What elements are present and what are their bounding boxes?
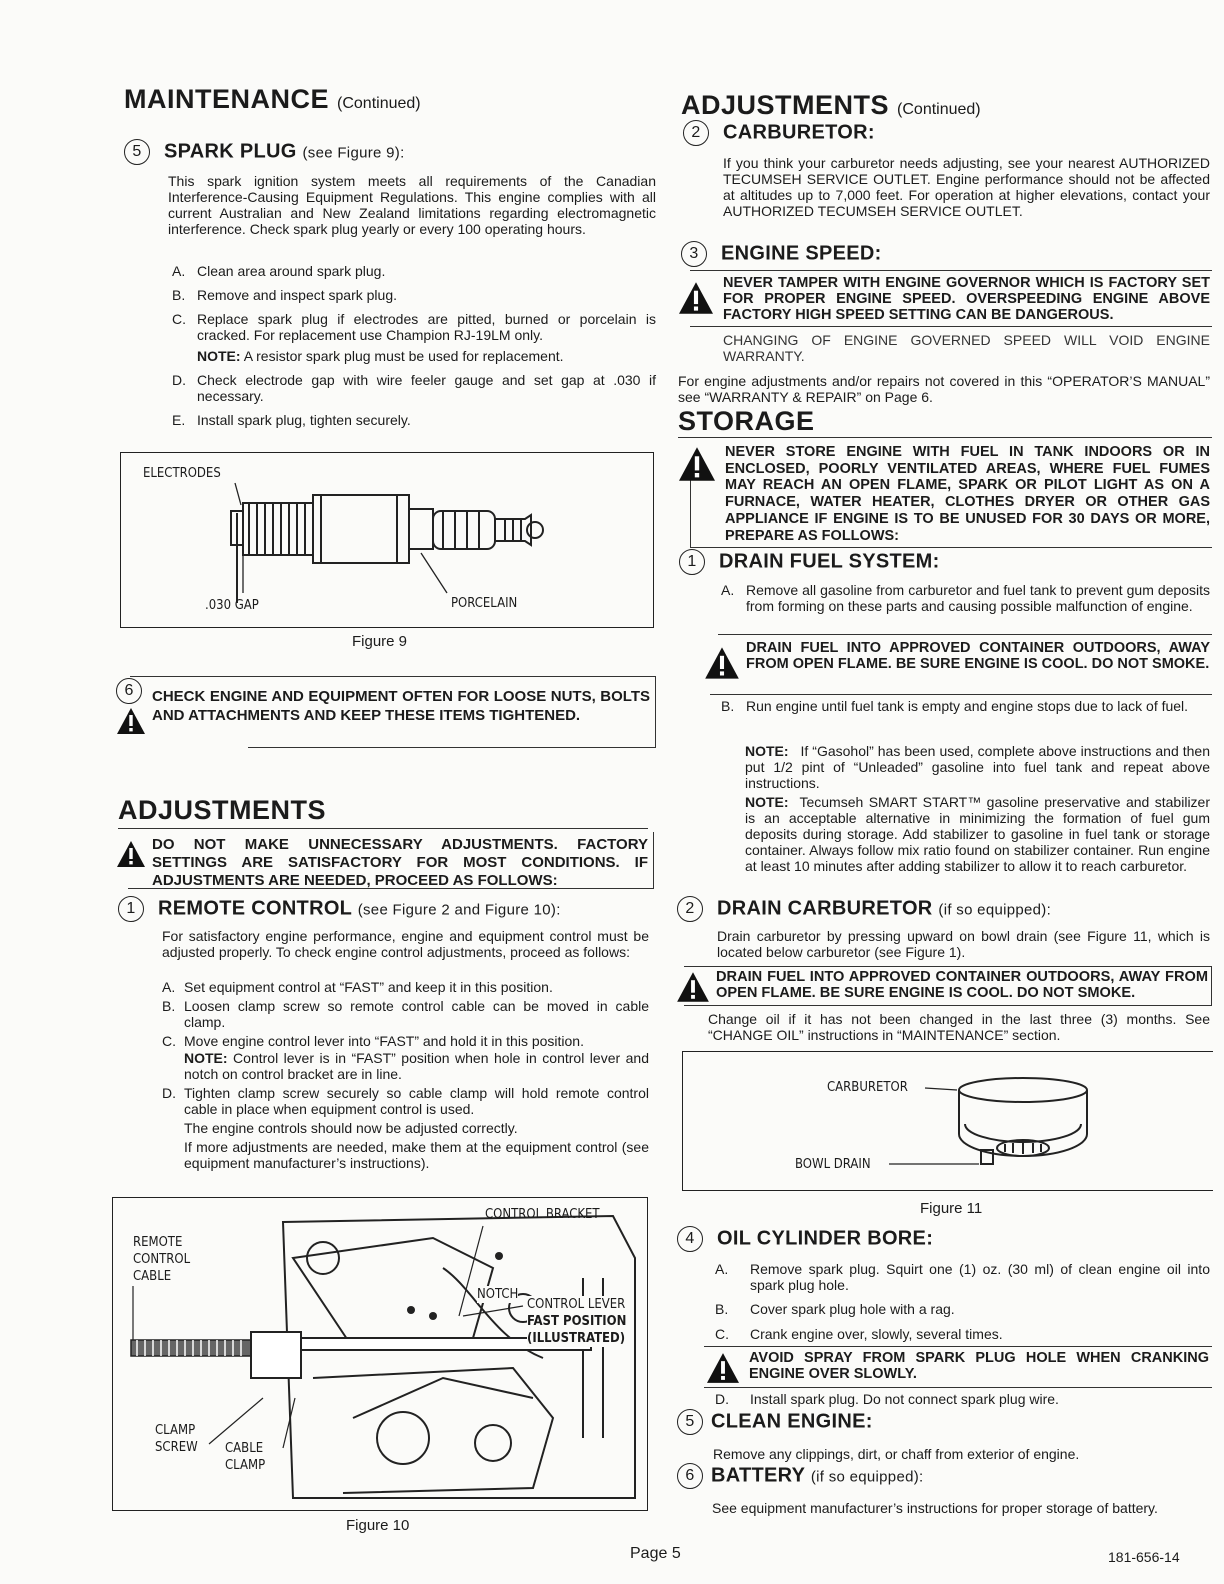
step-number: 5 [677,1409,703,1435]
continued-label: (Continued) [337,95,421,112]
step-number: 6 [116,678,156,704]
warning-triangle-icon [677,281,715,315]
warning-border [130,676,656,677]
drain-fuel-step-a [721,582,1210,614]
step-number: 3 [681,241,707,267]
step-number: 1 [118,896,144,922]
maintenance-title: MAINTENANCE (Continued) [124,84,421,114]
remote-control-heading: 1 REMOTE CONTROL (see Figure 2 and Figure 10): [118,896,561,922]
warning-triangle-icon [704,646,740,680]
spark-plug-heading: 5 SPARK PLUG (see Figure 9): [124,139,405,165]
warning-border [684,966,1212,967]
page-number: Page 5 [630,1545,681,1562]
drain-carburetor-text: Drain carburetor by pressing upward on bowl drain (see Figure 11, which is located below carburetor (see Figure 1). [717,928,1210,960]
section-rule [678,437,1212,438]
list-item: B. Loosen clamp screw so remote control cable can be moved in cable clamp. [162,998,649,1030]
crank-spray-warning: AVOID SPRAY FROM SPARK PLUG HOLE WHEN CRANKING ENGINE OVER SLOWLY. [749,1350,1209,1382]
control-lever-label: CONTROL LEVER FAST POSITION (ILLUSTRATED) [527,1297,627,1346]
notch-label: NOTCH [477,1287,519,1302]
remote-control-steps [162,979,649,1171]
cable-clamp-label: CABLE CLAMP [225,1441,266,1473]
drain-carburetor-warning: DRAIN FUEL INTO APPROVED CONTAINER OUTDOORS, AWAY FROM OPEN FLAME. BE SURE ENGINE IS COOL. DO NOT SMOKE. [716,969,1208,1001]
remote-control-illustration [113,1198,647,1510]
warning-triangle-icon [676,971,710,1003]
battery-text: See equipment manufacturer’s instructions for proper storage of battery. [712,1500,1158,1516]
remote-control-intro: For satisfactory engine performance, engine and equipment control must be adjusted properly. To check engine control adjustments, proceed as follows: [162,928,649,960]
spark-plug-steps [172,263,656,428]
warning-border [655,676,656,748]
warning-border [704,1387,1212,1388]
warning-border [248,747,656,748]
section-rule [118,828,648,829]
carburetor-heading: 2 CARBURETOR: [683,120,875,146]
warning-border [684,1005,1212,1006]
figure-9-caption: Figure 9 [352,633,408,650]
adjustments-continued-title: ADJUSTMENTS (Continued) [681,90,981,120]
governed-speed-note: CHANGING OF ENGINE GOVERNED SPEED WILL VOID ENGINE WARRANTY. [723,332,1210,364]
remote-cable-label: REMOTE CONTROL CABLE [133,1235,191,1284]
warning-border [710,694,1212,695]
oil-bore-steps [715,1261,1210,1342]
step-number: 1 [679,549,705,575]
engine-speed-heading: 3 ENGINE SPEED: [681,241,882,267]
warning-border [653,832,654,888]
list-item: D. Tighten clamp screw securely so cable clamp will hold remote control cable in place when equipment control is used. [162,1085,649,1117]
storage-title: STORAGE [678,406,815,436]
list-item: A. Set equipment control at “FAST” and keep it in this position. [162,979,553,995]
warning-triangle-icon [116,840,146,868]
oil-bore-step-d [715,1391,1210,1407]
figure-10-box [112,1197,648,1511]
warning-border [718,634,1212,635]
unnecessary-adjustments-warning: DO NOT MAKE UNNECESSARY ADJUSTMENTS. FACTORY SETTINGS ARE SATISFACTORY FOR MOST CONDITIONS. IF ADJUSTMENTS ARE NEEDED, PROCEED AS FOLLOWS: [152,836,648,890]
electrodes-label: ELECTRODES [143,466,221,481]
figure-11-box [682,1051,1213,1191]
clean-engine-heading: 5 CLEAN ENGINE: [677,1409,873,1435]
porcelain-label: PORCELAIN [451,596,518,611]
drain-fuel-warning: DRAIN FUEL INTO APPROVED CONTAINER OUTDOORS, AWAY FROM OPEN FLAME. BE SURE ENGINE IS COOL. DO NOT SMOKE. [746,640,1210,672]
engine-adjustments-text: For engine adjustments and/or repairs not covered in this “OPERATOR’S MANUAL” see “WARRANTY & REPAIR” on Page 6. [678,373,1210,405]
bowl-drain-label: BOWL DRAIN [795,1157,871,1172]
step-number: 2 [683,120,709,146]
list-item: D. Install spark plug. Do not connect spark plug wire. [715,1391,1059,1407]
drain-fuel-step-b [721,698,1210,714]
figure-9-box [120,452,654,628]
list-item: E. Install spark plug, tighten securely. [172,412,411,428]
document-code: 181-656-14 [1108,1549,1180,1565]
figure-10-caption: Figure 10 [346,1517,410,1534]
warning-border [690,547,1212,548]
oil-cylinder-bore-heading: 4 OIL CYLINDER BORE: [677,1226,933,1252]
note: NOTE: A resistor spark plug must be used for replacement. [197,348,564,364]
list-item: B. Cover spark plug hole with a rag. [715,1301,955,1317]
carburetor-text: If you think your carburetor needs adjusting, see your nearest AUTHORIZED TECUMSEH SERVICE OUTLET. Engine performance should not be affected at altitudes up to 7,000 feet. For operation at higher elevations, contact your AUTHORIZED TECUMSEH SERVICE OUTLET. [723,155,1210,219]
stabilizer-note: NOTE: Tecumseh SMART START™ gasoline preservative and stabilizer is an acceptable alternative in minimizing the formation of fuel gum deposits during storage. Add stabilizer to gasoline in fuel tank or storage container. Always follow mix ratio found on stabilizer container. Run engine at least 10 minutes after adding stabilizer to allow it to reach carburetor. [745,794,1210,874]
gasohol-note: NOTE: If “Gasohol” has been used, complete above instructions and then put 1/2 pint of “Unleaded” gasoline into fuel tank and repeat above instructions. [745,743,1210,791]
warning-border [704,1346,1212,1347]
list-item: D. Check electrode gap with wire feeler gauge and set gap at .030 if necessary. [172,372,656,404]
warning-triangle-icon [705,1352,741,1384]
spark-plug-intro: This spark ignition system meets all requirements of the Canadian Interference-Causing Equipment Regulations. This engine complies with all current Australian and New Zealand limitations regarding electromagnetic interference. Check spark plug yearly or every 100 operating hours. [168,173,656,237]
control-bracket-label: CONTROL BRACKET [485,1207,600,1222]
list-item: A. Clean area around spark plug. [172,263,386,279]
paragraph: If more adjustments are needed, make them at the equipment control (see equipment manufacturer’s instructions). [184,1139,649,1171]
list-item: A. Remove spark plug. Squirt one (1) oz. (30 ml) of clean engine oil into spark plug hole. [715,1261,1210,1293]
warning-border [1211,966,1212,1006]
clamp-screw-label: CLAMP SCREW [155,1423,198,1455]
warning-triangle-icon [116,707,146,735]
check-nuts-warning: CHECK ENGINE AND EQUIPMENT OFTEN FOR LOOSE NUTS, BOLTS AND ATTACHMENTS AND KEEP THESE ITEMS TIGHTENED. [152,687,650,725]
step-number: 5 [124,139,150,165]
warning-border [690,326,1212,327]
step-number: 4 [677,1226,703,1252]
step-number: 2 [677,896,703,922]
list-item: C. Move engine control lever into “FAST” and hold it in this position. [162,1033,584,1049]
clean-engine-text: Remove any clippings, dirt, or chaff from exterior of engine. [713,1446,1080,1462]
storage-warning: NEVER STORE ENGINE WITH FUEL IN TANK INDOORS OR IN ENCLOSED, POORLY VENTILATED AREAS, WHERE FUEL FUMES MAY REACH AN OPEN FLAME, SPARK OR PILOT LIGHT AS ON A FURNACE, WATER HEATER, CLOTHES DRYER OR OTHER GAS APPLIANCE IF ENGINE IS TO BE UNUSED FOR 30 DAYS OR MORE, PREPARE AS FOLLOWS: [725,444,1210,544]
list-item: B. Run engine until fuel tank is empty and engine stops due to lack of fuel. [721,698,1189,714]
warning-triangle-icon [677,446,717,482]
figure-11-caption: Figure 11 [920,1200,983,1217]
gap-label: .030 GAP [205,598,259,613]
carburetor-bowl-illustration [683,1052,1213,1190]
note: NOTE: Control lever is in “FAST” position when hole in control lever and notch on control bracket are in line. [184,1050,649,1082]
drain-fuel-heading: 1 DRAIN FUEL SYSTEM: [679,549,940,575]
carburetor-label: CARBURETOR [827,1080,908,1095]
list-item: C. Replace spark plug if electrodes are pitted, burned or porcelain is cracked. For replacement use Champion RJ-19LM only. [172,311,656,343]
paragraph: The engine controls should now be adjusted correctly. [184,1120,518,1136]
continued-label: (Continued) [897,101,981,118]
list-item: A. Remove all gasoline from carburetor and fuel tank to prevent gum deposits from forming on these parts and causing possible malfunction of engine. [721,582,1210,614]
drain-carburetor-heading: 2 DRAIN CARBURETOR (if so equipped): [677,896,1051,922]
change-oil-text: Change oil if it has not been changed in the last three (3) months. See “CHANGE OIL” instructions in “MAINTENANCE” section. [708,1011,1210,1043]
battery-heading: 6 BATTERY (if so equipped): [677,1463,924,1489]
list-item: C. Crank engine over, slowly, several times. [715,1326,1003,1342]
warning-border [690,270,1212,271]
list-item: B. Remove and inspect spark plug. [172,287,397,303]
step-number: 6 [677,1463,703,1489]
governor-warning: NEVER TAMPER WITH ENGINE GOVERNOR WHICH IS FACTORY SET FOR PROPER ENGINE SPEED. OVERSPEEDING ENGINE ABOVE FACTORY HIGH SPEED SETTING CAN BE DANGEROUS. [723,275,1210,323]
adjustments-title: ADJUSTMENTS [118,795,327,825]
